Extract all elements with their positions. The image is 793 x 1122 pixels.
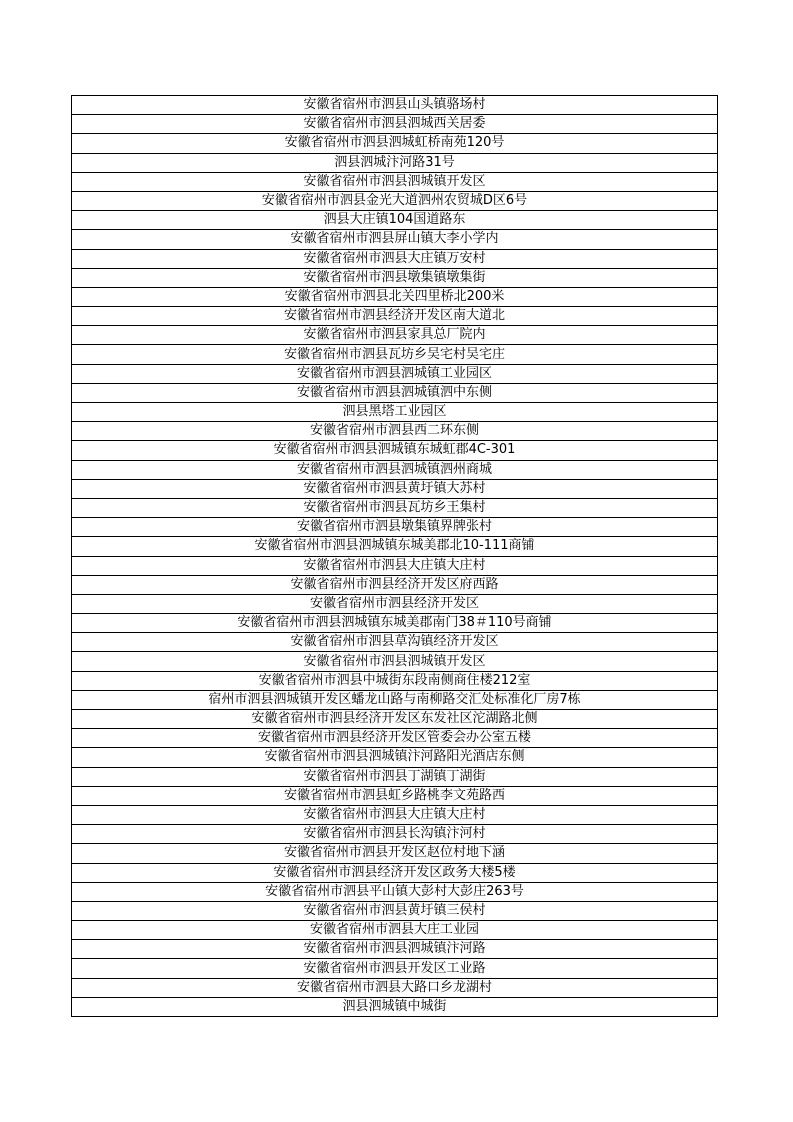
address-cell: 安徽省宿州市泗县大庄镇大庄村 bbox=[72, 805, 718, 824]
address-cell: 安徽省宿州市泗县墩集镇界牌张村 bbox=[72, 518, 718, 537]
table-row bbox=[72, 307, 718, 326]
address-cell: 安徽省宿州市泗县丁湖镇丁湖街 bbox=[72, 767, 718, 786]
address-cell: 安徽省宿州市泗县大路口乡龙湖村 bbox=[72, 978, 718, 997]
address-table-body bbox=[72, 96, 718, 1017]
address-cell: 安徽省宿州市泗县泗城镇东城虹郡4C-301 bbox=[72, 441, 718, 460]
address-cell: 安徽省宿州市泗县平山镇大彭村大彭庄263号 bbox=[72, 882, 718, 901]
table-row bbox=[72, 556, 718, 575]
table-row bbox=[72, 460, 718, 479]
address-cell: 安徽省宿州市泗县虹乡路桃李文苑路西 bbox=[72, 786, 718, 805]
table-row bbox=[72, 96, 718, 115]
table-row bbox=[72, 345, 718, 364]
address-cell: 安徽省宿州市泗县泗城镇东城美郡南门38＃110号商铺 bbox=[72, 614, 718, 633]
address-cell: 安徽省宿州市泗县瓦坊乡吴宅村吴宅庄 bbox=[72, 345, 718, 364]
address-cell: 安徽省宿州市泗县泗城镇开发区 bbox=[72, 172, 718, 191]
table-row bbox=[72, 172, 718, 191]
address-cell: 泗县泗城镇中城街 bbox=[72, 997, 718, 1016]
address-cell: 安徽省宿州市泗县泗城虹桥南苑120号 bbox=[72, 134, 718, 153]
table-row bbox=[72, 364, 718, 383]
address-cell: 泗县大庄镇104国道路东 bbox=[72, 211, 718, 230]
address-cell: 安徽省宿州市泗县泗城镇工业园区 bbox=[72, 364, 718, 383]
table-row bbox=[72, 710, 718, 729]
address-cell: 安徽省宿州市泗县经济开发区管委会办公室五楼 bbox=[72, 729, 718, 748]
table-row bbox=[72, 575, 718, 594]
table-row bbox=[72, 633, 718, 652]
table-row bbox=[72, 921, 718, 940]
address-cell: 安徽省宿州市泗县金光大道泗州农贸城D区6号 bbox=[72, 191, 718, 210]
address-cell: 安徽省宿州市泗县泗城镇开发区 bbox=[72, 652, 718, 671]
table-row bbox=[72, 825, 718, 844]
table-row bbox=[72, 690, 718, 709]
address-cell: 安徽省宿州市泗县泗城镇东城美郡北10-111商铺 bbox=[72, 537, 718, 556]
table-row bbox=[72, 978, 718, 997]
table-row bbox=[72, 134, 718, 153]
address-cell: 安徽省宿州市泗县泗城镇泗州商城 bbox=[72, 460, 718, 479]
table-row bbox=[72, 403, 718, 422]
table-row bbox=[72, 441, 718, 460]
table-row bbox=[72, 882, 718, 901]
table-row bbox=[72, 249, 718, 268]
table-row bbox=[72, 230, 718, 249]
table-row bbox=[72, 940, 718, 959]
table-row bbox=[72, 191, 718, 210]
table-row bbox=[72, 518, 718, 537]
address-table bbox=[71, 95, 718, 1017]
address-cell: 安徽省宿州市泗县山头镇骆场村 bbox=[72, 96, 718, 115]
address-cell: 安徽省宿州市泗县北关四里桥北200米 bbox=[72, 287, 718, 306]
address-cell: 安徽省宿州市泗县泗城镇泗中东侧 bbox=[72, 383, 718, 402]
table-row bbox=[72, 614, 718, 633]
table-row bbox=[72, 863, 718, 882]
address-cell: 安徽省宿州市泗县黄圩镇大苏村 bbox=[72, 479, 718, 498]
table-row bbox=[72, 671, 718, 690]
table-row bbox=[72, 786, 718, 805]
table-row bbox=[72, 901, 718, 920]
address-cell: 安徽省宿州市泗县屏山镇大李小学内 bbox=[72, 230, 718, 249]
address-cell: 安徽省宿州市泗县泗城西关居委 bbox=[72, 115, 718, 134]
table-row bbox=[72, 268, 718, 287]
address-cell: 安徽省宿州市泗县草沟镇经济开发区 bbox=[72, 633, 718, 652]
address-cell: 安徽省宿州市泗县大庄工业园 bbox=[72, 921, 718, 940]
table-row bbox=[72, 211, 718, 230]
address-cell: 宿州市泗县泗城镇开发区蟠龙山路与南柳路交汇处标准化厂房7栋 bbox=[72, 690, 718, 709]
address-cell: 安徽省宿州市泗县泗城镇汴河路阳光酒店东侧 bbox=[72, 748, 718, 767]
address-cell: 安徽省宿州市泗县经济开发区政务大楼5楼 bbox=[72, 863, 718, 882]
address-cell: 安徽省宿州市泗县经济开发区 bbox=[72, 594, 718, 613]
table-row bbox=[72, 383, 718, 402]
address-cell: 安徽省宿州市泗县瓦坊乡王集村 bbox=[72, 498, 718, 517]
address-cell: 泗县黑塔工业园区 bbox=[72, 403, 718, 422]
table-row bbox=[72, 287, 718, 306]
address-cell: 安徽省宿州市泗县大庄镇万安村 bbox=[72, 249, 718, 268]
address-cell: 安徽省宿州市泗县黄圩镇三侯村 bbox=[72, 901, 718, 920]
table-row bbox=[72, 844, 718, 863]
address-cell: 安徽省宿州市泗县经济开发区府西路 bbox=[72, 575, 718, 594]
address-cell: 安徽省宿州市泗县西二环东侧 bbox=[72, 422, 718, 441]
table-row bbox=[72, 422, 718, 441]
table-row bbox=[72, 326, 718, 345]
address-cell: 安徽省宿州市泗县墩集镇墩集街 bbox=[72, 268, 718, 287]
table-row bbox=[72, 594, 718, 613]
table-row bbox=[72, 115, 718, 134]
address-cell: 安徽省宿州市泗县经济开发区南大道北 bbox=[72, 307, 718, 326]
address-cell: 安徽省宿州市泗县开发区赵位村地下涵 bbox=[72, 844, 718, 863]
address-cell: 安徽省宿州市泗县家具总厂院内 bbox=[72, 326, 718, 345]
table-row bbox=[72, 537, 718, 556]
address-cell: 安徽省宿州市泗县经济开发区东发社区沱湖路北侧 bbox=[72, 710, 718, 729]
address-cell: 安徽省宿州市泗县开发区工业路 bbox=[72, 959, 718, 978]
table-row bbox=[72, 997, 718, 1016]
table-row bbox=[72, 959, 718, 978]
table-row bbox=[72, 805, 718, 824]
table-row bbox=[72, 479, 718, 498]
table-row bbox=[72, 153, 718, 172]
address-cell: 泗县泗城汴河路31号 bbox=[72, 153, 718, 172]
address-cell: 安徽省宿州市泗县大庄镇大庄村 bbox=[72, 556, 718, 575]
table-row bbox=[72, 729, 718, 748]
table-row bbox=[72, 498, 718, 517]
table-row bbox=[72, 767, 718, 786]
table-row bbox=[72, 652, 718, 671]
table-row bbox=[72, 748, 718, 767]
address-cell: 安徽省宿州市泗县中城街东段南侧商住楼212室 bbox=[72, 671, 718, 690]
address-cell: 安徽省宿州市泗县泗城镇汴河路 bbox=[72, 940, 718, 959]
address-cell: 安徽省宿州市泗县长沟镇汴河村 bbox=[72, 825, 718, 844]
